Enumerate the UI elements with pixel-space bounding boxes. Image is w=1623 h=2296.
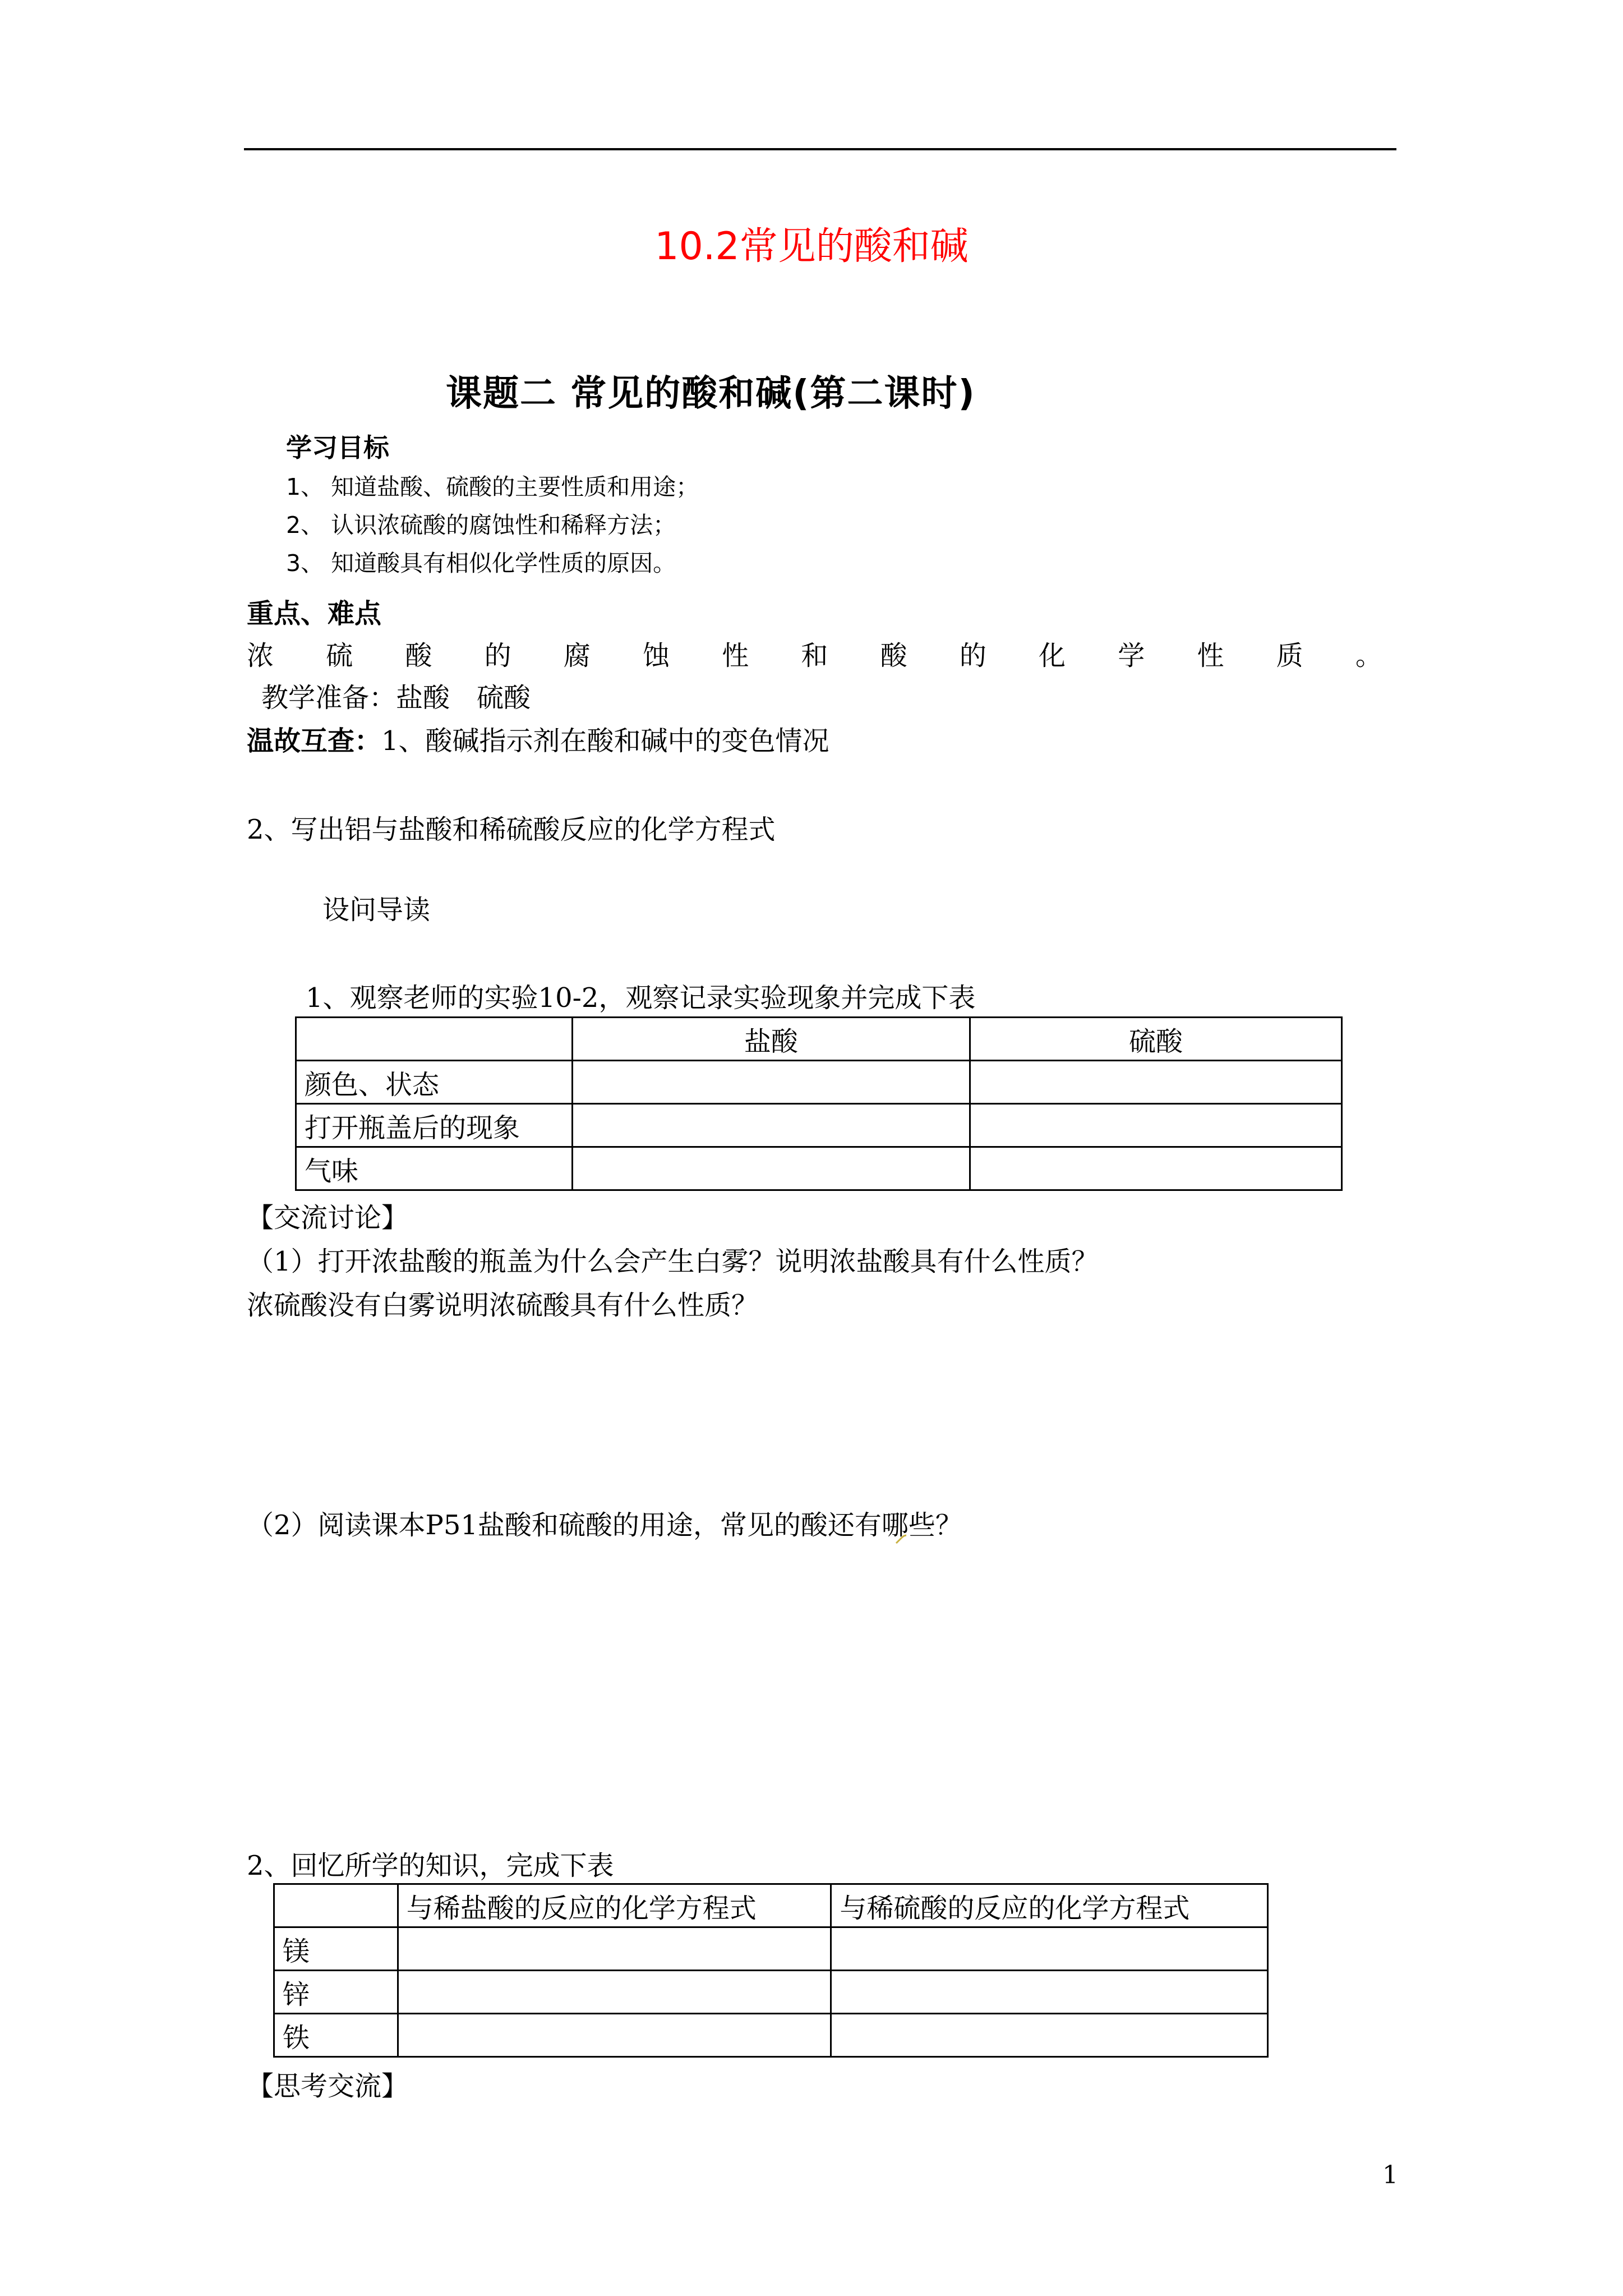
table-row-label: 镁: [274, 1927, 398, 1971]
table-row: [296, 1147, 1342, 1190]
key-points-char: 的: [484, 640, 511, 671]
discussion-heading: 【交流讨论】: [247, 1202, 409, 1234]
table-row-label: 铁: [274, 2014, 398, 2057]
table-cell: [831, 2014, 1268, 2057]
table-cell: [831, 1927, 1268, 1971]
key-points-char: 硫: [326, 640, 353, 671]
table-row-label: 颜色、状态: [296, 1061, 573, 1104]
review-label: 温故互查：: [247, 725, 382, 757]
key-points-char: 腐: [563, 640, 591, 671]
review-item-2: 2、写出铝与盐酸和稀硫酸反应的化学方程式: [247, 814, 776, 845]
key-points-char: 蚀: [643, 640, 670, 671]
reaction-table: [273, 1883, 1269, 2058]
table-cell: [572, 1061, 970, 1104]
table-header-row: [274, 1884, 1268, 1927]
task2-text: 2、回忆所学的知识，完成下表: [247, 1850, 614, 1881]
objectives-heading: 学习目标: [286, 432, 389, 463]
table-cell: [572, 1104, 970, 1147]
table-cell: [970, 1147, 1341, 1190]
key-points-char: 。: [1355, 640, 1382, 671]
key-points-char: 的: [959, 640, 986, 671]
think-heading: 【思考交流】: [247, 2070, 409, 2102]
key-points-char: 性: [1197, 640, 1224, 671]
key-points-char: 酸: [880, 640, 907, 671]
table-cell: [274, 1884, 398, 1927]
key-points-text: [247, 634, 1382, 673]
table-row: [274, 2014, 1268, 2057]
discussion-question-1-cont: 浓硫酸没有白雾说明浓硫酸具有什么性质？: [247, 1290, 759, 1321]
table-header-cell: 硫酸: [970, 1018, 1341, 1061]
page-number: 1: [1382, 2161, 1398, 2189]
key-points-char: 酸: [405, 640, 432, 671]
header-rule: [244, 148, 1396, 150]
table-cell: [398, 1927, 831, 1971]
review-line: [247, 719, 829, 758]
objective-item: 1、 知道盐酸、硫酸的主要性质和用途；: [286, 473, 699, 500]
objective-item: 2、 认识浓硫酸的腐蚀性和稀释方法；: [286, 512, 676, 539]
table-cell: [831, 1971, 1268, 2014]
key-points-heading: 重点、难点: [247, 598, 382, 629]
table-header-cell: 与稀盐酸的反应的化学方程式: [398, 1884, 831, 1927]
lesson-title: 课题二 常见的酸和碱(第二课时): [446, 373, 976, 415]
objective-item: 3、 知道酸具有相似化学性质的原因。: [286, 550, 676, 577]
key-points-char: 浓: [247, 640, 274, 671]
table-cell: [398, 1971, 831, 2014]
document-title: 10.2常见的酸和碱: [654, 224, 969, 269]
table-header-cell: 盐酸: [572, 1018, 970, 1061]
table-cell: [572, 1147, 970, 1190]
table-row-label: 打开瓶盖后的现象: [296, 1104, 573, 1147]
table-cell: [970, 1061, 1341, 1104]
table-row: [296, 1061, 1342, 1104]
table-header-row: [296, 1018, 1342, 1061]
preparation-text: 教学准备：盐酸 硫酸: [261, 682, 531, 714]
key-points-char: 性: [722, 640, 749, 671]
table-row-label: 气味: [296, 1147, 573, 1190]
table-cell: [398, 2014, 831, 2057]
pen-mark-icon: [895, 1534, 907, 1545]
guide-heading: 设问导读: [322, 894, 431, 926]
table-row: [296, 1104, 1342, 1147]
table-row-label: 锌: [274, 1971, 398, 2014]
review-item-1: 1、酸碱指示剂在酸和碱中的变色情况: [381, 725, 829, 757]
table-cell: [296, 1018, 573, 1061]
discussion-question-2: （2）阅读课本P51盐酸和硫酸的用途，常见的酸还有哪些？: [247, 1510, 962, 1541]
observation-table: [295, 1016, 1343, 1191]
table-row: [274, 1971, 1268, 2014]
key-points-char: 和: [801, 640, 828, 671]
table-header-cell: 与稀硫酸的反应的化学方程式: [831, 1884, 1268, 1927]
key-points-char: 质: [1276, 640, 1303, 671]
key-points-char: 化: [1039, 640, 1066, 671]
table-cell: [970, 1104, 1341, 1147]
table-row: [274, 1927, 1268, 1971]
discussion-question-1: （1）打开浓盐酸的瓶盖为什么会产生白雾？说明浓盐酸具有什么性质？: [247, 1246, 1099, 1277]
task1-text: 1、观察老师的实验10-2，观察记录实验现象并完成下表: [306, 982, 976, 1014]
key-points-char: 学: [1118, 640, 1145, 671]
